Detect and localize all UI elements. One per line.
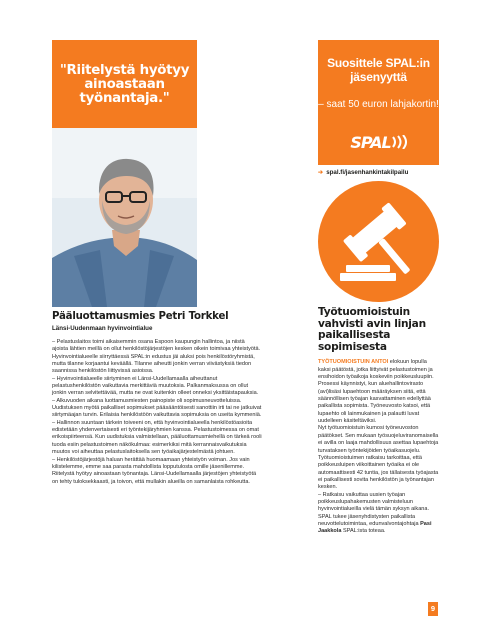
ad-link[interactable] xyxy=(318,169,408,176)
signal-waves-icon xyxy=(391,135,407,149)
side-article-text: – Ratkaisu vaikuttaa uusien työajan poikkeuslupahakemusten valmisteluun hyvinvointialueilla vielä tämän syksyn aikana. SPAL tukee jäsenyhdistysten paikallista neuvottelutoimintaa, edunvalvontajohtaja xyxy=(318,491,429,527)
side-article-paragraph: Työtuomioistuimen ratkaisu tarkoittaa, että poikkeusluipen viikoittainen työaika ei ole automaattisesti 42 tuntia, jos tällaisesta työajasta ei paikallisesti sovita henkilöstön ja työnantajan kesken. xyxy=(318,454,439,491)
spal-logo-text: SPAL xyxy=(350,133,391,152)
ad-link-text: spal.fi/jasenhankintakilpailu xyxy=(326,169,409,176)
page-number: 9 xyxy=(428,602,438,616)
article-subtitle: Länsi-Uudenmaan hyvinvointialue xyxy=(52,325,153,332)
referral-ad[interactable] xyxy=(318,40,439,165)
side-article-paragraph xyxy=(318,492,439,536)
gavel-icon xyxy=(318,181,439,302)
article-paragraph: – Hyvinvointialueelle siirtyminen ei Länsi-Uudellamaalla aiheuttanut pelastushenkilöstön vaikuttavia merkittäviä muutoksia. Palkanmaksussa on ollut jonkin verran selvitettävää, mutta ne ovat kuitenkin olleet onneksi yksittäistapauksia. xyxy=(52,375,259,397)
side-article-lead: TYÖTUOMIOISTUIN ANTOI xyxy=(318,359,389,366)
side-article-title: Työtuomioistuin vahvisti avin linjan paikallisesta sopimisesta xyxy=(318,306,426,353)
article-paragraph: – Henkilöstöjärjestöjä haluan herättää huomaamaan yhteistyön voiman. Jos vain kilistelemme, emme saa parasta mahdollista lopputulosta omille jäsenillemme. Riitelystä hyötyy ainoastaan työnantaja. Länsi-Uudellamaalla järjestöjen yhteistyötä on tehty tuloksekkaasti, ja toivon, että mullakin alueilla on samanlaista rohkeutta. xyxy=(52,456,257,485)
article-title: Pääluottamusmies Petri Torkkel xyxy=(52,311,229,322)
article-body xyxy=(52,339,262,486)
spal-logo xyxy=(318,133,439,152)
article-paragraph: – Hallinnon suuntaan tärkein toiveeni on, että hyvinvointialueella henkilöstöasioita edistetään yhdenvertaisesti eri työntekijäryhmien kanssa. Pelastustoimessa on omat erikoispiirteensä. Kun uudistuksia valmistellaan, pääluottamusmiehellä on tärkeä rooli tuoda esiin pelastustoimen näkökulmaa: esimerkiksi mitä kerrannaisvaikutuksia muutos voi aiheuttaa pelastuslaitoksella sen työaikajärjestelmästä johtuen. xyxy=(52,419,262,456)
side-article-author: Pasi Jaakkola xyxy=(318,520,432,535)
portrait-photo xyxy=(52,128,197,307)
side-article-closing: SPAL:ista toteaa. xyxy=(341,528,386,535)
portrait-illustration xyxy=(52,128,197,307)
side-article-paragraph xyxy=(318,359,439,381)
pull-quote: "Riitelystä hyötyy ainoastaan työnantaja." xyxy=(59,63,190,106)
article-paragraph: – Pelastuslaitos toimi aikaisemmin osana Espoon kaupungin hallintoa, ja niistä ajoista lähtien meillä on ollut henkilöstöjärjestöjen kesken oikein toimivaa yhteistyötä. Hyvinvointialueelle siirryttäessä SPAL:in edustus jäi aluksi pois henkilöstöryhmistä, mutta tilanne korjaantui keväällä. Tilanne aiheutti jonkin verran viivästyksiä tiedon saannissa henkilöstön liittyvissä asioissa. xyxy=(52,339,261,375)
main-article xyxy=(52,311,262,486)
side-article-paragraph: Nyt työtuomioistuin kumosi työneuvoston päätökset. Sen mukaan työsuojeluviranomaisella ei avilla on laaja mahdollisuus asettaa lupaehtoja turvataksen työntekijöiden työaikasuojelu. xyxy=(318,425,439,454)
side-article-body xyxy=(318,359,439,535)
ad-subtext: – saat 50 euron lahjakortin! xyxy=(318,99,439,110)
arrow-right-icon: ➔ xyxy=(318,169,324,176)
gavel-graphic xyxy=(318,181,439,302)
side-article-paragraph: Prosessi käynnistyi, kun aluehallintovirasto (avi)lisäsi lupaehtoon määräyksen siitä, että säännöllisen työajan kasvattaminen edellyttää paikallista sopimista. Työneuvosto katsoi, että lupaehto oli lainmukainen ja palautti luvat uudelleen käsiteltäviksi. xyxy=(318,381,431,425)
quote-panel xyxy=(52,40,197,128)
side-article-text: elokuun lopulla kaksi päätöstä, jotka liittyivät pelastustoimen ja ensihoidon työaikoja koskeviin poikkeusluupiin. xyxy=(318,359,434,381)
article-paragraph: – Alkuvuoden aikana luottamusmiesten painopiste oli sopimusneuvotteluissa. Uudistuksen myötä paikalliset sopimukset pääsääntöisesti sanottiin irti tai ne jatkuivat siirtymäajan turvin. Erilaisia henkilöstöön vaikuttavia sopimuksia on useita kymmeniä. xyxy=(52,397,262,419)
ad-headline: Suosittele SPAL:in jäsenyyttä xyxy=(327,56,430,84)
side-article xyxy=(318,307,439,536)
